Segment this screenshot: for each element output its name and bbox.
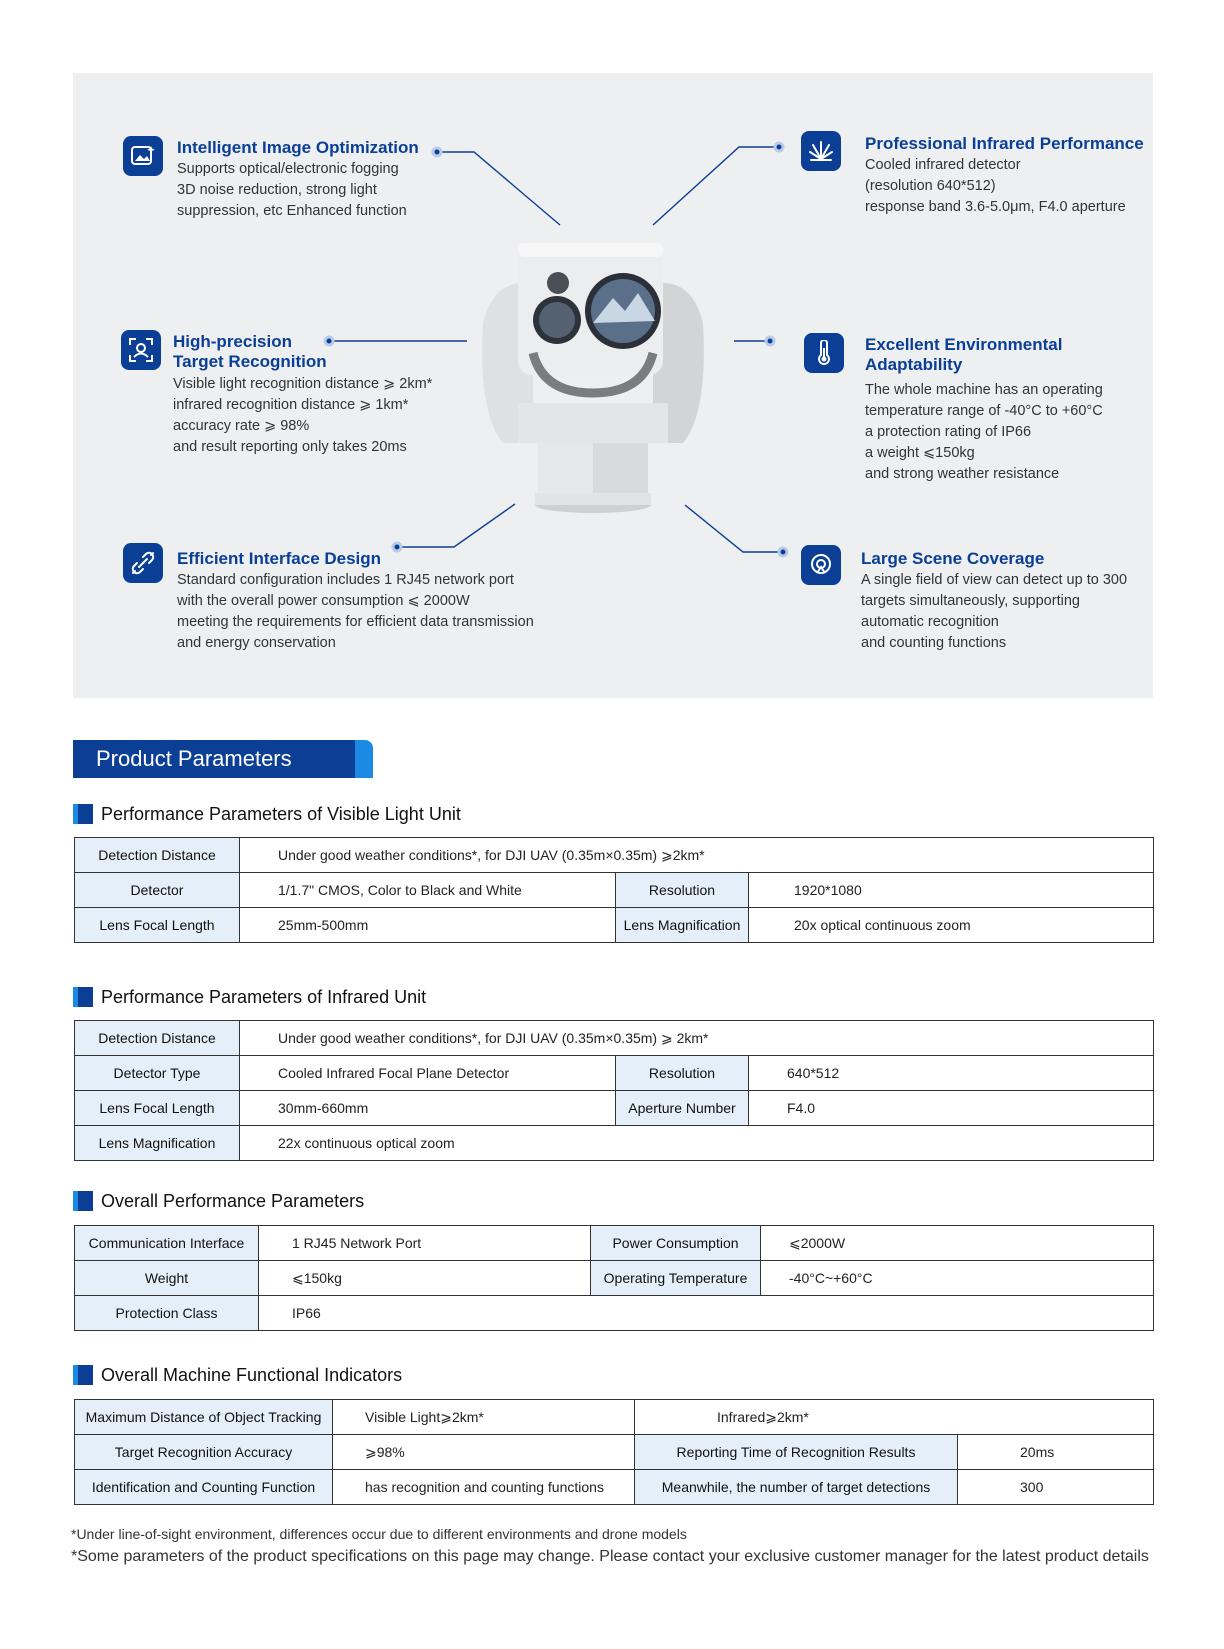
param-value: 640*512 [749, 1056, 1154, 1091]
title-line: Adaptability [865, 355, 963, 374]
target-location-icon [801, 545, 841, 585]
table-row [75, 1435, 1154, 1470]
desc-line: a weight ⩽150kg [865, 445, 975, 461]
param-label: Identification and Counting Function [75, 1470, 333, 1505]
subsection-title: Performance Parameters of Infrared Unit [101, 986, 427, 1007]
title-line: High-precision [173, 332, 293, 351]
param-value: 20x optical continuous zoom [749, 908, 1154, 943]
param-value: 25mm-500mm [240, 908, 616, 943]
scan-face-icon [121, 330, 161, 370]
feature-description [173, 374, 432, 458]
functional-indicators-title [73, 1364, 402, 1386]
desc-line: (resolution 640*512) [865, 178, 996, 194]
param-label: Aperture Number [616, 1091, 749, 1126]
desc-line: Supports optical/electronic fogging [177, 161, 399, 177]
param-value: ⩾98% [333, 1435, 635, 1470]
title-line: Target Recognition [173, 352, 327, 371]
desc-line: Visible light recognition distance ⩾ 2km* [173, 376, 433, 392]
param-value: F4.0 [749, 1091, 1154, 1126]
param-value: -40°C~+60°C [761, 1261, 1154, 1296]
param-label: Resolution [616, 873, 749, 908]
infrared-rays-icon [801, 131, 841, 171]
desc-line: accuracy rate ⩾ 98% [173, 418, 310, 434]
param-label: Communication Interface [75, 1226, 259, 1261]
desc-line: meeting the requirements for efficient data transmission [177, 614, 534, 630]
title-marker-icon [73, 1365, 93, 1385]
visible-unit-title [73, 803, 461, 825]
param-label: Lens Focal Length [75, 908, 240, 943]
param-value: Under good weather conditions*, for DJI UAV (0.35m×0.35m) ⩾ 2km* [240, 1021, 1154, 1056]
footnote: *Under line-of-sight environment, differences occur due to different environments and drone models [71, 1526, 687, 1542]
overall-performance-title [73, 1190, 364, 1212]
feature-title [173, 332, 327, 372]
desc-line: Standard configuration includes 1 RJ45 network port [177, 572, 514, 588]
param-value: Under good weather conditions*, for DJI UAV (0.35m×0.35m) ⩾2km* [240, 838, 1154, 873]
title-marker-icon [73, 987, 93, 1007]
param-value: Cooled Infrared Focal Plane Detector [240, 1056, 616, 1091]
param-value: Visible Light⩾2km* [333, 1400, 635, 1435]
title-line: Excellent Environmental [865, 335, 1063, 354]
param-value: ⩽2000W [761, 1226, 1154, 1261]
desc-line: targets simultaneously, supporting [861, 593, 1080, 609]
infrared-unit-table [74, 1020, 1154, 1161]
param-label: Weight [75, 1261, 259, 1296]
param-value: 1/1.7" CMOS, Color to Black and White [240, 873, 616, 908]
table-row [75, 1021, 1154, 1056]
feature-title: Intelligent Image Optimization [177, 138, 419, 157]
visible-unit-table [74, 837, 1154, 943]
desc-line: Cooled infrared detector [865, 157, 1021, 173]
desc-line: and energy conservation [177, 635, 336, 651]
footnote: *Some parameters of the product specifications on this page may change. Please contact your exclusive customer manager for the latest product details [71, 1548, 1149, 1565]
param-value: 30mm-660mm [240, 1091, 616, 1126]
desc-line: a protection rating of IP66 [865, 424, 1032, 440]
param-label: Target Recognition Accuracy [75, 1435, 333, 1470]
thermometer-icon [804, 333, 844, 373]
footnotes [71, 1526, 1149, 1566]
param-label: Maximum Distance of Object Tracking [75, 1400, 333, 1435]
functional-indicators-table [74, 1399, 1154, 1505]
subsection-title: Overall Performance Parameters [101, 1190, 365, 1211]
param-label: Detection Distance [75, 838, 240, 873]
product-parameters-header [73, 740, 373, 778]
param-value: ⩽150kg [259, 1261, 591, 1296]
param-value: 300 [958, 1470, 1154, 1505]
param-label: Detector Type [75, 1056, 240, 1091]
desc-line: infrared recognition distance ⩾ 1km* [173, 397, 409, 413]
desc-line: suppression, etc Enhanced function [177, 203, 407, 219]
feature-title: Large Scene Coverage [861, 549, 1045, 568]
desc-line: automatic recognition [861, 614, 999, 630]
table-row [75, 1091, 1154, 1126]
subsection-title: Performance Parameters of Visible Light Unit [101, 803, 461, 824]
feature-description [177, 570, 534, 654]
table-row [75, 908, 1154, 943]
feature-title: Efficient Interface Design [177, 549, 382, 568]
feature-title: Professional Infrared Performance [865, 134, 1144, 153]
feature-overview-panel [73, 73, 1153, 698]
param-label: Detection Distance [75, 1021, 240, 1056]
overall-performance-table [74, 1225, 1154, 1331]
param-value: 20ms [958, 1435, 1154, 1470]
camera-gimbal-illustration [473, 243, 713, 518]
feature-description [865, 155, 1126, 218]
desc-line: The whole machine has an operating [865, 382, 1103, 398]
param-value: Infrared⩾2km* [635, 1400, 1154, 1435]
desc-line: and result reporting only takes 20ms [173, 439, 407, 455]
param-value: 1920*1080 [749, 873, 1154, 908]
feature-description [177, 159, 407, 222]
param-value: has recognition and counting functions [333, 1470, 635, 1505]
param-label: Power Consumption [591, 1226, 761, 1261]
desc-line: temperature range of -40°C to +60°C [865, 403, 1103, 419]
table-row [75, 838, 1154, 873]
desc-line: A single field of view can detect up to 300 [861, 572, 1128, 588]
param-label: Operating Temperature [591, 1261, 761, 1296]
table-row [75, 1056, 1154, 1091]
plug-connector-icon [123, 543, 163, 583]
table-row [75, 1296, 1154, 1331]
infrared-unit-title [73, 986, 426, 1008]
feature-title [865, 335, 1062, 375]
param-label: Detector [75, 873, 240, 908]
param-label: Meanwhile, the number of target detections [635, 1470, 958, 1505]
table-row [75, 1470, 1154, 1505]
desc-line: response band 3.6-5.0μm, F4.0 aperture [865, 199, 1126, 215]
table-row [75, 1126, 1154, 1161]
feature-description [861, 570, 1127, 654]
param-label: Protection Class [75, 1296, 259, 1331]
param-label: Lens Magnification [616, 908, 749, 943]
table-row [75, 1400, 1154, 1435]
subsection-title: Overall Machine Functional Indicators [101, 1364, 403, 1385]
image-enhance-icon [123, 136, 163, 176]
param-label: Resolution [616, 1056, 749, 1091]
param-value: 22x continuous optical zoom [240, 1126, 1154, 1161]
title-marker-icon [73, 804, 93, 824]
desc-line: and strong weather resistance [865, 466, 1060, 482]
param-label: Lens Focal Length [75, 1091, 240, 1126]
feature-description [865, 380, 1103, 485]
table-row [75, 1261, 1154, 1296]
title-marker-icon [73, 1191, 93, 1211]
desc-line: with the overall power consumption ⩽ 2000W [177, 593, 470, 609]
desc-line: 3D noise reduction, strong light [177, 182, 377, 198]
param-value: IP66 [259, 1296, 1154, 1331]
desc-line: and counting functions [861, 635, 1007, 651]
param-value: 1 RJ45 Network Port [259, 1226, 591, 1261]
param-label: Reporting Time of Recognition Results [635, 1435, 958, 1470]
table-row [75, 873, 1154, 908]
param-label: Lens Magnification [75, 1126, 240, 1161]
table-row [75, 1226, 1154, 1261]
section-title: Product Parameters [73, 740, 355, 778]
